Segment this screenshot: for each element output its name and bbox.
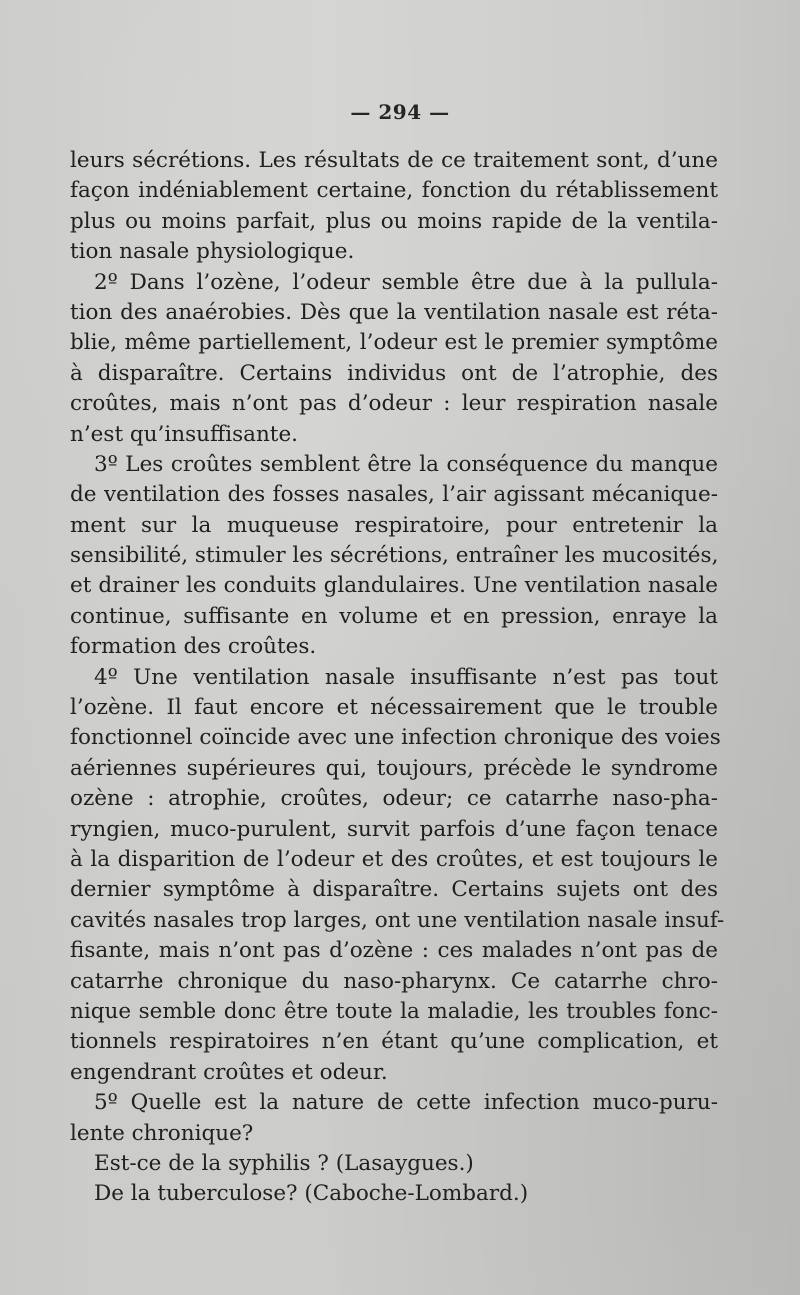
text-line: tion nasale physiologique.: [70, 239, 355, 265]
text-line: à disparaître. Certains individus ont de l’atrophie, des: [70, 360, 718, 386]
text-line: cavités nasales trop larges, ont une ventilation nasale insuf-: [70, 907, 725, 933]
text-line: blie, même partiellement, l’odeur est le premier symptôme: [70, 330, 718, 356]
text-line: ment sur la muqueuse respiratoire, pour entretenir la: [70, 512, 718, 538]
text-line: fisante, mais n’ont pas d’ozène : ces malades n’ont pas de: [70, 938, 718, 964]
text-line: et drainer les conduits glandulaires. Une ventilation nasale: [70, 573, 718, 599]
page-number: — 294 —: [350, 100, 450, 124]
text-line: 3º Les croûtes semblent être la conséquence du manque: [94, 451, 718, 477]
text-line: engendrant croûtes et odeur.: [70, 1059, 388, 1085]
body-text: [70, 146, 725, 1210]
text-line: tionnels respiratoires n’en étant qu’une complication, et: [70, 1029, 718, 1055]
text-line: Est-ce de la syphilis ? (Lasaygues.): [94, 1150, 474, 1176]
text-line: dernier symptôme à disparaître. Certains sujets ont des: [70, 877, 718, 903]
text-line: ryngien, muco-purulent, survit parfois d’une façon tenace: [70, 816, 718, 842]
text-line: n’est qu’insuffisante.: [70, 421, 299, 447]
text-line: aériennes supérieures qui, toujours, précède le syndrome: [70, 755, 718, 781]
text-line: De la tuberculose? (Caboche-Lombard.): [94, 1181, 529, 1207]
text-line: lente chronique?: [70, 1120, 254, 1146]
text-line: 2º Dans l’ozène, l’odeur semble être due à la pullula-: [94, 269, 718, 295]
text-line: continue, suffisante en volume et en pression, enraye la: [70, 603, 718, 629]
text-line: leurs sécrétions. Les résultats de ce traitement sont, d’une: [70, 148, 718, 173]
text-line: ozène : atrophie, croûtes, odeur; ce catarrhe naso-pha-: [70, 786, 718, 812]
text-line: plus ou moins parfait, plus ou moins rapide de la ventila-: [70, 208, 718, 234]
text-line: 5º Quelle est la nature de cette infection muco-puru-: [94, 1090, 718, 1116]
text-line: de ventilation des fosses nasales, l’air agissant mécanique-: [70, 482, 718, 508]
text-line: nique semble donc être toute la maladie, les troubles fonc-: [70, 998, 718, 1024]
text-line: façon indéniablement certaine, fonction du rétablissement: [70, 178, 718, 204]
text-line: fonctionnel coïncide avec une infection chronique des voies: [70, 725, 721, 751]
text-line: 4º Une ventilation nasale insuffisante n’est pas tout: [94, 664, 718, 690]
text-line: formation des croûtes.: [70, 634, 317, 660]
text-line: catarrhe chronique du naso-pharynx. Ce catarrhe chro-: [70, 968, 718, 994]
text-line: l’ozène. Il faut encore et nécessairement que le trouble: [70, 695, 718, 721]
text-line: tion des anaérobies. Dès que la ventilation nasale est réta-: [70, 299, 718, 325]
text-line: à la disparition de l’odeur et des croûtes, et est toujours le: [70, 846, 718, 872]
text-line: croûtes, mais n’ont pas d’odeur : leur respiration nasale: [70, 391, 718, 417]
text-line: sensibilité, stimuler les sécrétions, entraîner les mucosités,: [70, 543, 719, 569]
